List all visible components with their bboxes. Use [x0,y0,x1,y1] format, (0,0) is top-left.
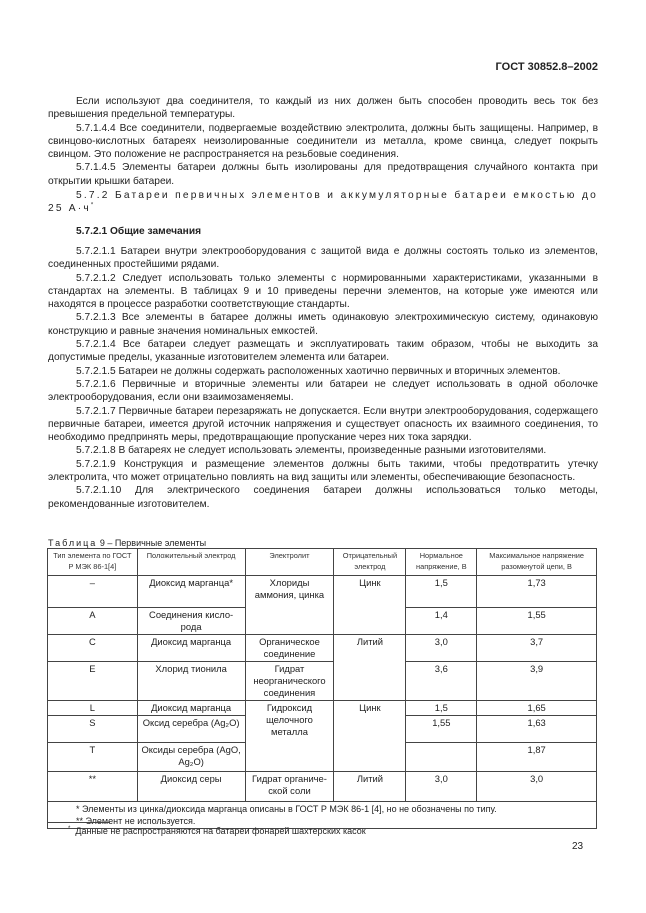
page-number: 23 [572,841,584,852]
cell: 1,55 [477,608,597,635]
cell: 1,63 [477,716,597,743]
cell: Диоксид серы [137,772,245,802]
paragraph: 5.7.2.1.7 Первичные батареи перезаряжать не допускается. Если внутри электрооборудования, содержащего первичные батареи, имеется другой источник напряжения и существует опасность их взаимного соединения, то необходимо предпринять меры, предотвращающие пропускание через них тока зарядки. [48,405,598,444]
cell: 1,87 [477,743,597,772]
cell: Гидрат неорганического соединения [245,662,334,701]
cell: Гидрат органиче-ской соли [245,772,334,802]
paragraph: 5.7.1.4.5 Элементы батареи должны быть изолированы для предотвращения случайного контакта при открытии крышки батареи. [48,162,598,187]
cell: 3,9 [477,662,597,701]
cell: – [48,576,138,608]
paragraph: 5.7.2.1.1 Батареи внутри электрооборудования с защитой вида e должны состоять только из элементов, соединенных простейшими рядами. [48,245,598,271]
paragraph: 5.7.2.1.8 В батареях не следует использовать элементы, произведенные разными изготовителями. [76,445,547,457]
table-header-row [48,549,597,576]
table-row [48,662,597,701]
cell: L [48,701,138,716]
section-title: 5.7.2 Батареи первичных элементов и аккумуляторные батареи емкостью до 25 А·ч [48,190,598,215]
table-notes [48,802,597,829]
cell: Диоксид марганца* [137,576,245,608]
cell: 3,6 [406,662,477,701]
footnote-text: Данные не распространяются на батареи фонарей шахтерских касок [75,826,366,836]
paragraph: 5.7.2.1.5 Батареи не должны содержать расположенных хаотично первичных и вторичных элементов. [76,365,561,377]
cell: Литий [334,635,406,701]
cell: 3,7 [477,635,597,662]
cell: Оксид серебра (Ag₂O) [137,716,245,743]
paragraph: Если используют два соединителя, то каждый из них должен быть способен проводить весь ток без превышения предельной температуры. [48,96,598,121]
paragraph: 5.7.2.1.9 Конструкция и размещение элементов должны быть такими, чтобы предотвратить утечку электролита, что может отрицательно повлиять на вид защиты или элементы, обеспечивающие безопасность. [48,458,598,484]
cell: 3,0 [406,635,477,662]
table-note: ** Элемент не используется. [76,816,196,826]
paragraph: 5.7.1.4.4 Все соединители, подвергаемые воздействию электролита, должны быть защищены. Например, в свинцово-кислотных батареях неизолированные соединители из металла, кроме свинца, следует покрыть свинцом. Это положение не распространяется на резьбовые соединения. [48,122,598,161]
cell: 1,73 [477,576,597,608]
cell: Хлорид тионила [137,662,245,701]
table-row [48,576,597,608]
cell: A [48,608,138,635]
footnote-mark: * [68,826,71,832]
table-row [48,772,597,802]
footnote-divider [48,822,110,823]
document-header: ГОСТ 30852.8–2002 [495,61,598,73]
paragraph: 5.7.2.1.3 Все элементы в батарее должны иметь одинаковую электрохимическую систему, одинаковую конструкцию и равные значения номинальных емкостей. [48,312,598,337]
paragraph: 5.7.2.1.2 Следует использовать только элементы с нормированными характеристиками, указанными в стандартах на элементы. В таблицах 9 и 10 приведены перечни элементов, на которые уже имеются или находятся в процессе разработки соответствующие стандарты. [48,272,598,311]
column-header: Нормальное напряжение, В [406,549,477,576]
column-header: Максимальное напряжение разомкнутой цепи, В [477,549,597,576]
column-header: Электролит [245,549,334,576]
cell: 3,0 [477,772,597,802]
cell: Органическое соединение [245,635,334,662]
cell: T [48,743,138,772]
paragraph: 5.7.2.1.6 Первичные и вторичные элементы или батареи не следует использовать в одной оболочке электрооборудования, если они взаимозаменяемы. [48,378,598,404]
cell: 1,55 [406,716,477,743]
footnote-ref: * [90,202,96,209]
table-notes-row [48,802,597,829]
cell: 1,4 [406,608,477,635]
cell: Диоксид марганца [137,701,245,716]
column-header: Отрицательный электрод [334,549,406,576]
caption-label: Таблица [48,538,98,548]
section-heading-5-7-2 [48,189,598,216]
cell: Литий [334,772,406,802]
cell: Соединения кисло-рода [137,608,245,635]
cell: Цинк [334,701,406,772]
cell [406,743,477,772]
subsection-heading: 5.7.2.1 Общие замечания [76,225,202,237]
cell: Диоксид марганца [137,635,245,662]
cell: 1,5 [406,576,477,608]
footnote [68,826,366,836]
paragraph: 5.7.2.1.4 Все батареи следует размещать и эксплуатировать таким образом, чтобы не выходить за допустимые пределы, указанные изготовителем элемента или батареи. [48,339,598,364]
cell: 1,5 [406,701,477,716]
column-header: Положительный электрод [137,549,245,576]
cell: C [48,635,138,662]
cell: Цинк [334,576,406,635]
cell: ** [48,772,138,802]
table-row [48,701,597,716]
cell: Оксиды серебра (AgO, Ag₂O) [137,743,245,772]
table-caption [48,538,206,548]
table-note: * Элементы из цинка/диоксида марганца описаны в ГОСТ Р МЭК 86-1 [4], но не обозначены по типу. [76,804,497,814]
cell: S [48,716,138,743]
document-body [48,95,598,511]
cell: E [48,662,138,701]
cell: Хлориды аммония, цинка [245,576,334,635]
table-row [48,635,597,662]
primary-cells-table [47,548,597,829]
caption-title: 9 – Первичные элементы [99,538,207,548]
paragraph: 5.7.2.1.10 Для электрического соединения батареи должны использоваться только методы, рекомендованные изготовителем. [48,485,598,510]
cell: 3,0 [406,772,477,802]
column-header: Тип элемента по ГОСТ Р МЭК 86-1[4] [48,549,138,576]
cell: 1,65 [477,701,597,716]
cell: Гидроксид щелочного металла [245,701,334,772]
